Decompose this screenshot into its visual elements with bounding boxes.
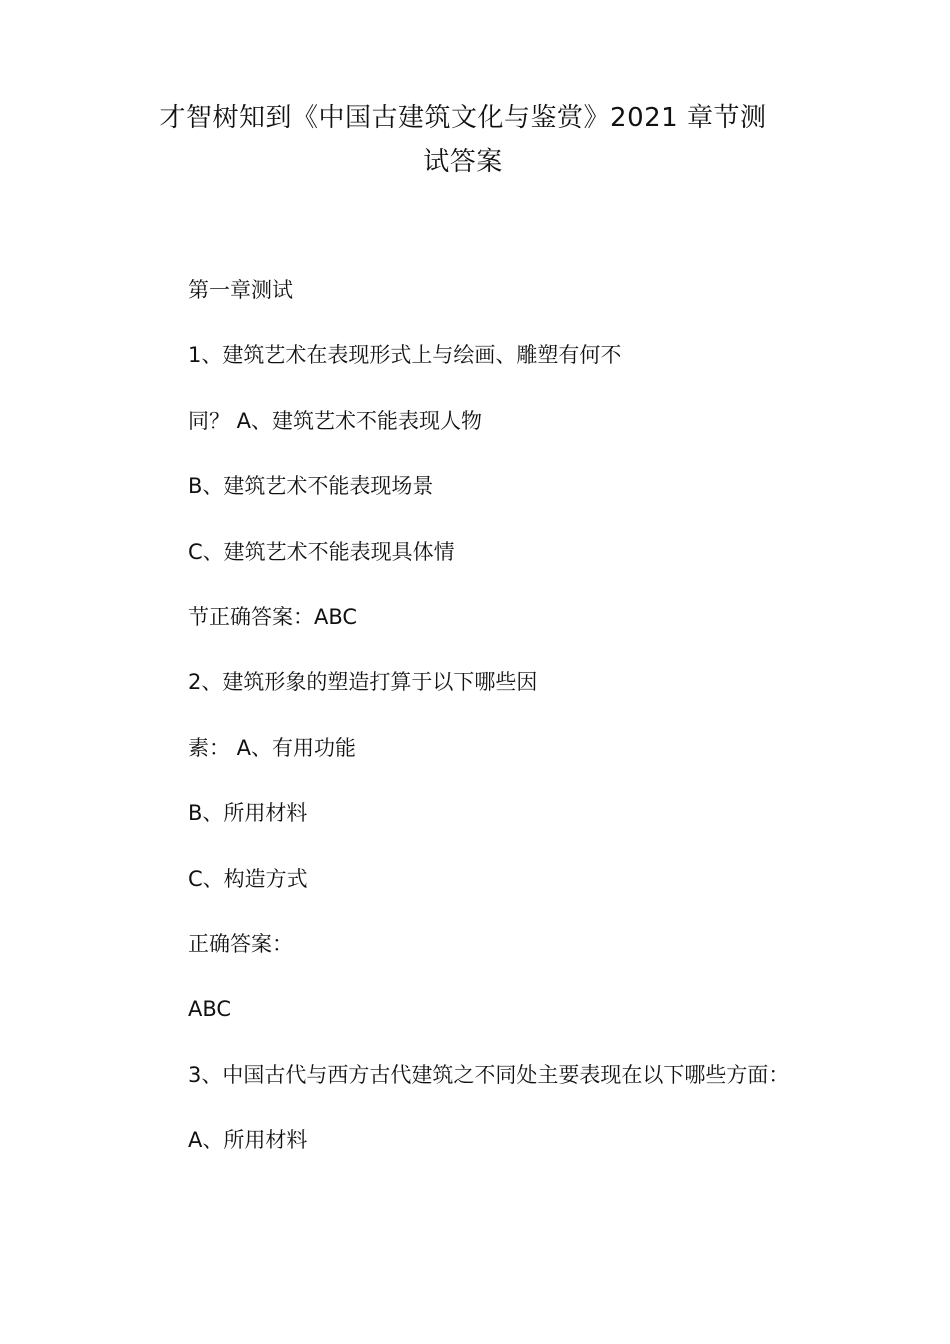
question-2-option-b: B、所用材料 [188, 801, 308, 826]
question-1-answer: 节正确答案：ABC [188, 604, 358, 629]
document-title [0, 96, 926, 184]
question-3-option-a: A、所用材料 [188, 1128, 308, 1153]
question-1-option-c: C、建筑艺术不能表现具体情 [188, 539, 455, 564]
question-2-text: 2、建筑形象的塑造打算于以下哪些因 [188, 670, 538, 695]
question-1-option-a: 同？ A、建筑艺术不能表现人物 [188, 408, 483, 433]
question-1-text: 1、建筑艺术在表现形式上与绘画、雕塑有何不 [188, 343, 622, 368]
chapter-heading: 第一章测试 [188, 278, 293, 302]
question-1-option-b: B、建筑艺术不能表现场景 [188, 474, 434, 499]
question-2-answer-label: 正确答案： [188, 931, 293, 956]
title-line-1: 才智树知到《中国古建筑文化与鉴赏》2021 章节测 [159, 103, 767, 133]
title-line-2: 试答案 [423, 147, 503, 177]
question-3-text: 3、中国古代与西方古代建筑之不同处主要表现在以下哪些方面： [188, 1062, 790, 1087]
document-body [188, 272, 888, 1187]
question-2-answer-value: ABC [188, 997, 232, 1022]
question-2-option-a: 素： A、有用功能 [188, 735, 357, 760]
question-2-option-c: C、构造方式 [188, 866, 308, 891]
